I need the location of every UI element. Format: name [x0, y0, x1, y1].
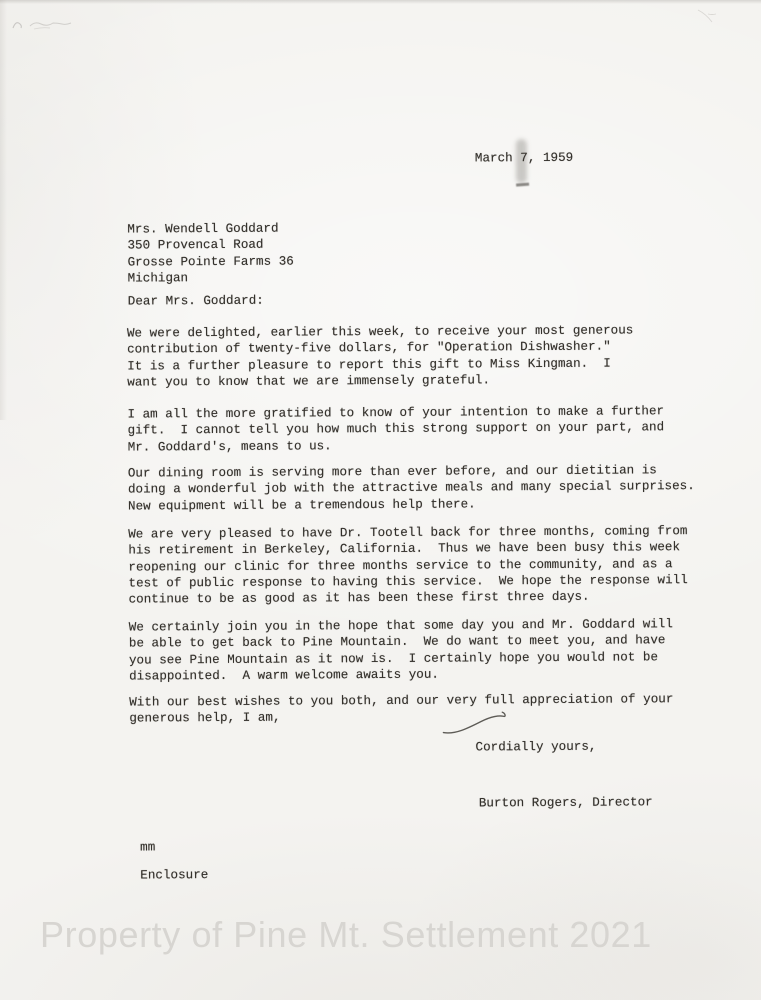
watermark-text: Property of Pine Mt. Settlement 2021 — [40, 914, 652, 955]
enclosure-note: Enclosure — [140, 868, 209, 883]
recipient-address: Mrs. Wendell Goddard 350 Provencal Road Grosse Pointe Farms 36 Michigan — [127, 221, 294, 286]
stray-dash-mark — [516, 183, 529, 187]
closing-line: Cordially yours, — [475, 739, 597, 755]
pen-squiggle-mark — [439, 708, 517, 738]
letter-paragraph: We are very pleased to have Dr. Tootell back for three months, coming from his retirement in Berkeley, California. Thus we have been busy this week reopening our clinic for three months service to the community, and as a test of public response to having this service. We hope the response will continue to be as good as it has been these first three days. — [128, 524, 688, 607]
signature-line: Burton Rogers, Director — [478, 795, 653, 811]
salutation: Dear Mrs. Goddard: — [127, 293, 264, 309]
letter-paragraph: I am all the more gratified to know of your intention to make a further gift. I cannot tell you how much this strong support on your part, and Mr. Goddard's, means to us. — [127, 404, 665, 455]
letter-paragraph: We certainly join you in the hope that some day you and Mr. Goddard will be able to get back to Pine Mountain. We do want to meet you, and have you see Pine Mountain as it now is. I certainly hope you would not be disappointed. A warm welcome awaits you. — [128, 617, 673, 684]
letter-paragraph: With our best wishes to you both, and our very full appreciation of your generous help, I am, — [129, 692, 674, 726]
letter-paragraph: We were delighted, earlier this week, to receive your most generous contribution of twenty-five dollars, for "Operation Dishwasher." It is a further pleasure to report this gift to Miss Kingman. I want you to know that we are immensely grateful. — [126, 323, 634, 390]
letter-date: March 7, 1959 — [474, 150, 574, 166]
letter-paragraph: Our dining room is serving more than ever before, and our dietitian is doing a wonderful job with the attractive meals and many special surprises. New equipment will be a tremendous help there. — [127, 463, 695, 514]
typist-initials: mm — [140, 840, 156, 855]
